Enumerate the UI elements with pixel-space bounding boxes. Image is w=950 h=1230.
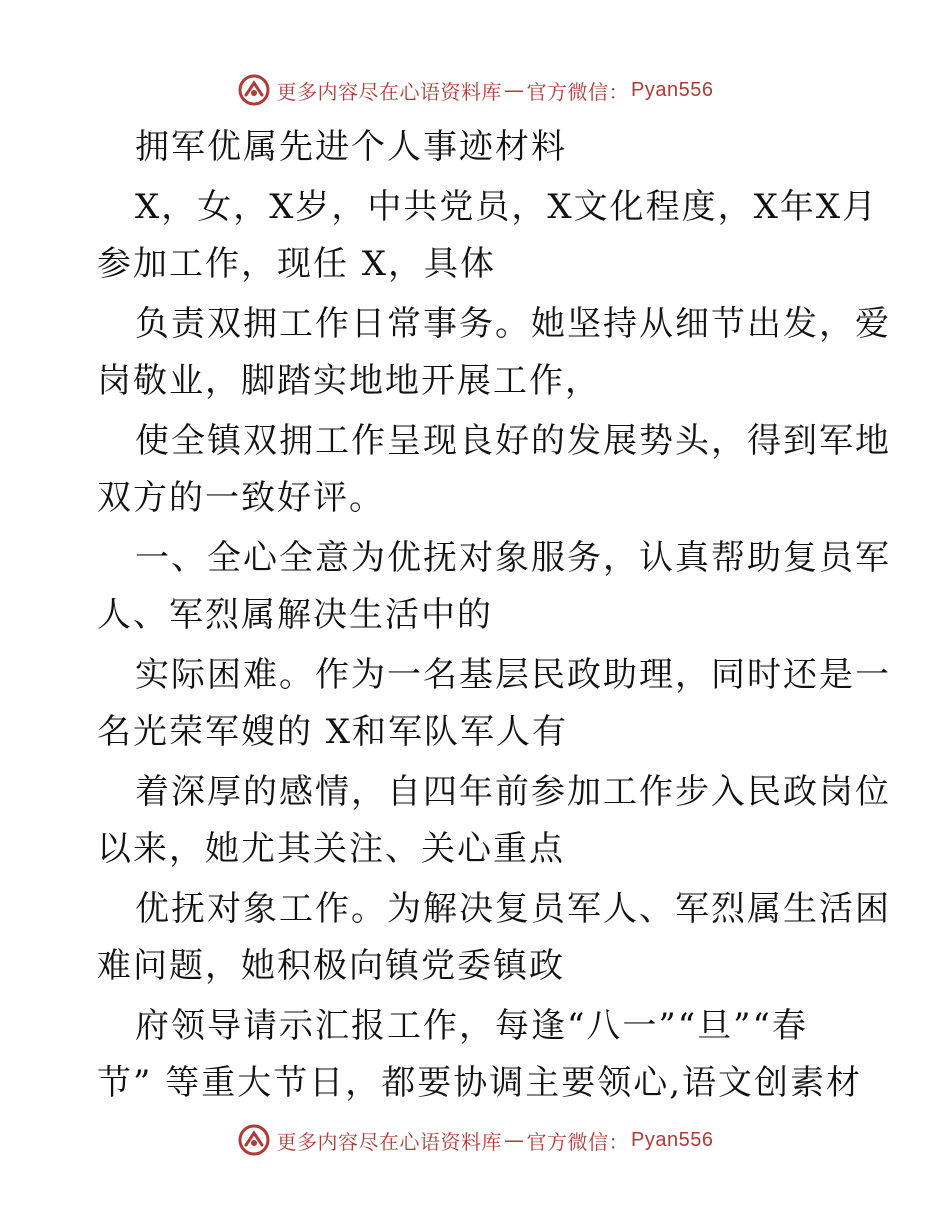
paragraph-line: 节” 等重大节日，都要协调主要领心,语文创素材 [97, 1063, 862, 1103]
paragraph-line: X，女，X岁，中共党员，X文化程度，X年X月 [135, 187, 879, 227]
paragraph-line: 着深厚的感情，自四年前参加工作步入民政岗位 [135, 772, 891, 812]
watermark-account: Pyan556 [631, 1128, 714, 1151]
watermark-separator: — [504, 1128, 525, 1152]
paragraph-line: 岗敬业，脚踏实地地开展工作， [97, 361, 601, 401]
paragraph-line: 府领导请示汇报工作，每逢“八一”“旦”“春 [135, 1006, 808, 1046]
paragraph-line: 使全镇双拥工作呈现良好的发展势头，得到军地 [135, 421, 891, 461]
watermark-label: 官方微信： [526, 79, 630, 104]
paragraph-line: 难问题，她积极向镇党委镇政 [97, 946, 565, 986]
watermark-banner-top [0, 70, 950, 110]
watermark-separator: — [504, 78, 525, 102]
document-title: 拥军优属先进个人事迹材料 [135, 127, 567, 167]
paragraph-line: 负责双拥工作日常事务。她坚持从细节出发，爱 [135, 304, 891, 344]
paragraph-line: 人、军烈属解决生活中的 [97, 595, 493, 635]
watermark-label: 官方微信： [526, 1129, 630, 1154]
paragraph-line: 以来，她尤其关注、关心重点 [97, 829, 565, 869]
watermark-account: Pyan556 [631, 78, 714, 101]
watermark-site-text: 更多内容尽在心语资料库 [276, 1129, 503, 1154]
brand-logo-icon [237, 73, 271, 107]
paragraph-line: 参加工作，现任 X，具体 [97, 244, 497, 284]
paragraph-line: 名光荣军嫂的 X和军队军人有 [97, 712, 569, 752]
watermark-banner-bottom [0, 1120, 950, 1160]
paragraph-line: 双方的一致好评。 [97, 478, 385, 518]
watermark-site-text: 更多内容尽在心语资料库 [276, 79, 503, 104]
paragraph-line: 实际困难。作为一名基层民政助理，同时还是一 [135, 655, 891, 695]
brand-logo-icon [237, 1123, 271, 1157]
paragraph-line: 优抚对象工作。为解决复员军人、军烈属生活困 [135, 889, 891, 929]
section-heading-line: 一、全心全意为优抚对象服务，认真帮助复员军 [135, 538, 891, 578]
